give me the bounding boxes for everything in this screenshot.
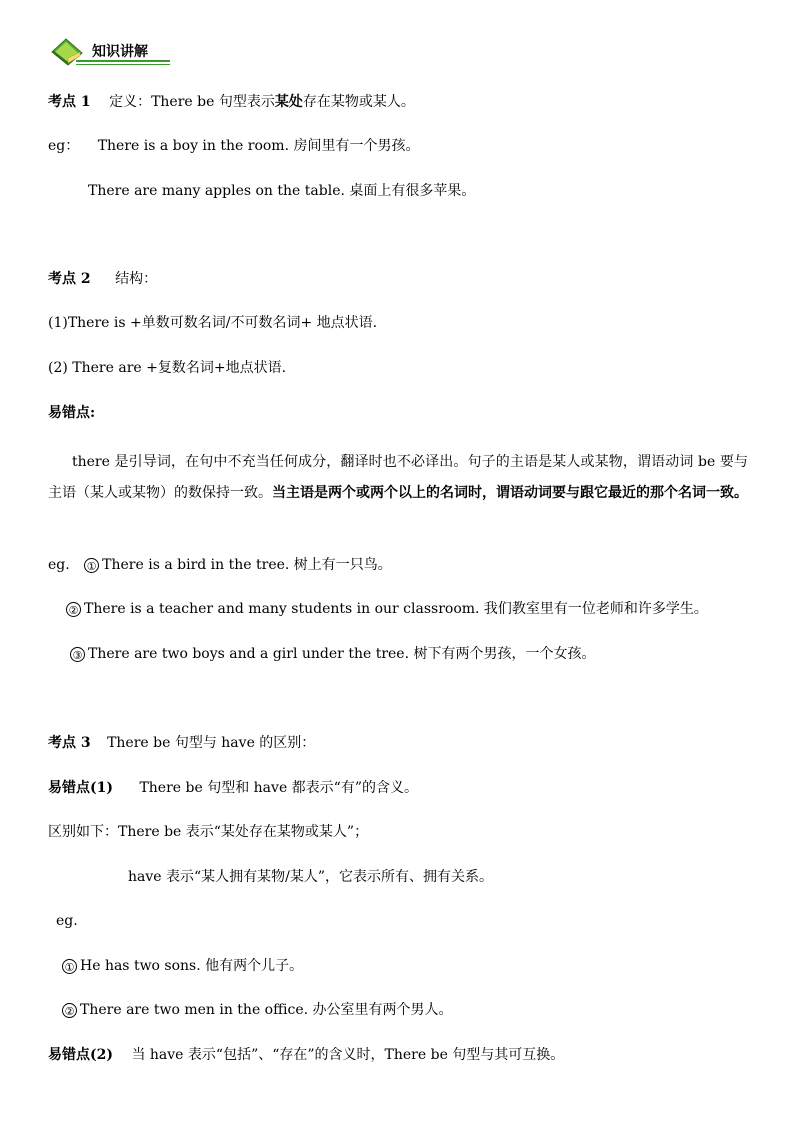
k1-eg-label: eg： bbox=[48, 138, 80, 154]
k1-ex1-text: There is a boy in the room. 房间里有一个男孩。 bbox=[97, 138, 420, 154]
k2-example-3 bbox=[70, 644, 596, 664]
k3-err1-label: 易错点(1) bbox=[48, 780, 113, 796]
header-underline-thin bbox=[76, 64, 170, 65]
k2-structure-1: (1)There is +单数可数名词/不可数名词+ 地点状语. bbox=[48, 315, 378, 331]
k2-ex2-text: There is a teacher and many students in our classroom. 我们教室里有一位老师和许多学生。 bbox=[84, 601, 708, 617]
k3-eg-label: eg. bbox=[56, 913, 78, 929]
k3-ex1-text: He has two sons. 他有两个儿子。 bbox=[80, 958, 304, 974]
k1-def-suffix: 存在某物或某人。 bbox=[302, 94, 415, 110]
k3-ex2-text: There are two men in the office. 办公室里有两个男人。 bbox=[80, 1002, 453, 1018]
k3-err2-label: 易错点(2) bbox=[48, 1047, 113, 1063]
k2-ex3-text: There are two boys and a girl under the tree. 树下有两个男孩，一个女孩。 bbox=[88, 646, 596, 662]
k2-example-2 bbox=[66, 599, 708, 619]
k1-definition bbox=[48, 92, 415, 112]
marker-1: ① bbox=[84, 558, 99, 573]
k3-heading bbox=[48, 733, 315, 753]
k2-heading bbox=[48, 269, 157, 289]
k2-para-bold: 当主语是两个或两个以上的名词时，谓语动词要与跟它最近的那个名词一致。 bbox=[272, 485, 748, 501]
k1-example-2: There are many apples on the table. 桌面上有很多苹果。 bbox=[88, 183, 476, 199]
section-header bbox=[50, 36, 172, 66]
k3-err1-text: There be 句型和 have 都表示“有”的含义。 bbox=[139, 780, 418, 796]
marker-1: ① bbox=[62, 959, 77, 974]
marker-2: ② bbox=[66, 602, 81, 617]
k1-def-prefix: 定义：There be 句型表示 bbox=[109, 94, 275, 110]
k3-example-2 bbox=[62, 1000, 453, 1020]
k2-para-normal: there 是引导词，在句中不充当任何成分，翻译时也不必译出。句子的主语是某人或某物，谓语动词 be 要与主语（某人或某物）的数保持一致。 bbox=[48, 454, 748, 501]
k3-label: 考点 3 bbox=[48, 735, 91, 751]
k3-have-definition: have 表示“某人拥有某物/某人”，它表示所有、拥有关系。 bbox=[128, 869, 494, 885]
header-underline bbox=[76, 60, 170, 62]
marker-2: ② bbox=[62, 1003, 77, 1018]
k2-error-label: 易错点: bbox=[48, 405, 96, 421]
k2-structure-2: (2) There are +复数名词+地点状语. bbox=[48, 360, 287, 376]
k2-example-1 bbox=[48, 555, 392, 575]
k2-eg-label: eg. bbox=[48, 557, 70, 573]
marker-3: ③ bbox=[70, 647, 85, 662]
k1-label: 考点 1 bbox=[48, 94, 91, 110]
k1-def-bold: 某处 bbox=[274, 94, 303, 110]
k3-err2-text: 当 have 表示“包括”、“存在”的含义时，There be 句型与其可互换。 bbox=[131, 1047, 565, 1063]
k2-ex1-text: There is a bird in the tree. 树上有一只鸟。 bbox=[102, 557, 392, 573]
section-title: 知识讲解 bbox=[92, 44, 148, 60]
k3-error-2 bbox=[48, 1045, 564, 1065]
k3-title: There be 句型与 have 的区别： bbox=[107, 735, 316, 751]
k2-title: 结构： bbox=[115, 271, 158, 287]
k3-example-1 bbox=[62, 956, 303, 976]
k1-example-1 bbox=[48, 136, 419, 156]
k2-label: 考点 2 bbox=[48, 271, 91, 287]
k2-explanation bbox=[48, 447, 748, 509]
k3-difference: 区别如下：There be 表示“某处存在某物或某人”； bbox=[48, 824, 369, 840]
k3-error-1 bbox=[48, 778, 418, 798]
